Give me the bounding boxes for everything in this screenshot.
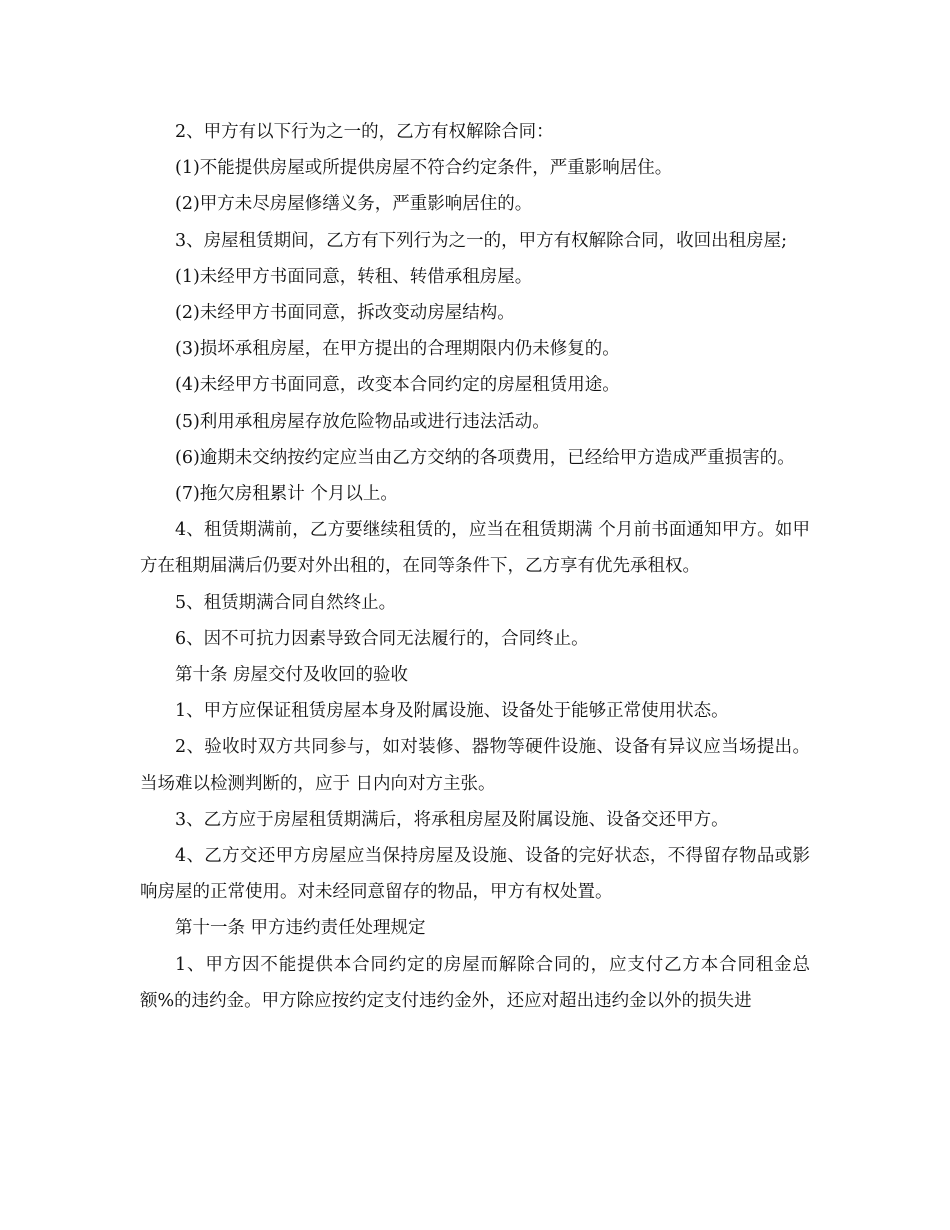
- clause-3-item-4: (4)未经甲方书面同意，改变本合同约定的房屋租赁用途。: [175, 375, 620, 396]
- article-10-heading: 第十条 房屋交付及收回的验收: [175, 665, 409, 686]
- clause-5-expiry: 5、租赁期满合同自然终止。: [175, 592, 397, 613]
- clause-4-renewal: 4、租赁期满前，乙方要继续租赁的，应当在租赁期满 个月前书面通知甲方。如甲方在租期届满后仍要对外出租的，在同等条件下，乙方享有优先承租权。: [140, 520, 810, 577]
- article-11-clause-1: 1、甲方因不能提供本合同约定的房屋而解除合同的，应支付乙方本合同租金总额%的违约金。甲方除应按约定支付违约金外，还应对超出违约金以外的损失进: [140, 954, 810, 1011]
- clause-2-item-1: (1)不能提供房屋或所提供房屋不符合约定条件，严重影响居住。: [175, 158, 673, 179]
- clause-2-item-2: (2)甲方未尽房屋修缮义务，严重影响居住的。: [175, 194, 533, 215]
- clause-3-termination-by-landlord: 3、房屋租赁期间，乙方有下列行为之一的，甲方有权解除合同，收回出租房屋;: [175, 230, 788, 251]
- article-10-clause-4: 4、乙方交还甲方房屋应当保持房屋及设施、设备的完好状态，不得留存物品或影响房屋的正常使用。对未经同意留存的物品，甲方有权处置。: [140, 846, 810, 903]
- clause-3-item-3: (3)损坏承租房屋，在甲方提出的合理期限内仍未修复的。: [175, 339, 620, 360]
- clause-3-item-1: (1)未经甲方书面同意，转租、转借承租房屋。: [175, 266, 533, 287]
- document-body: [140, 114, 810, 1019]
- clause-3-item-7: (7)拖欠房租累计 个月以上。: [175, 484, 398, 505]
- clause-3-item-5: (5)利用承租房屋存放危险物品或进行违法活动。: [175, 411, 550, 432]
- clause-3-item-6: (6)逾期未交纳按约定应当由乙方交纳的各项费用，已经给甲方造成严重损害的。: [175, 447, 795, 468]
- clause-2-termination-by-tenant: 2、甲方有以下行为之一的，乙方有权解除合同：: [175, 122, 554, 142]
- clause-6-force-majeure: 6、因不可抗力因素导致合同无法履行的，合同终止。: [175, 628, 589, 649]
- article-11-heading: 第十一条 甲方违约责任处理规定: [175, 918, 426, 939]
- clause-3-item-2: (2)未经甲方书面同意，拆改变动房屋结构。: [175, 303, 515, 324]
- article-10-clause-2: 2、验收时双方共同参与，如对装修、器物等硬件设施、设备有异议应当场提出。当场难以检测判断的，应于 日内向对方主张。: [140, 737, 810, 794]
- article-10-clause-3: 3、乙方应于房屋租赁期满后，将承租房屋及附属设施、设备交还甲方。: [175, 809, 729, 830]
- article-10-clause-1: 1、甲方应保证租赁房屋本身及附属设施、设备处于能够正常使用状态。: [175, 701, 729, 722]
